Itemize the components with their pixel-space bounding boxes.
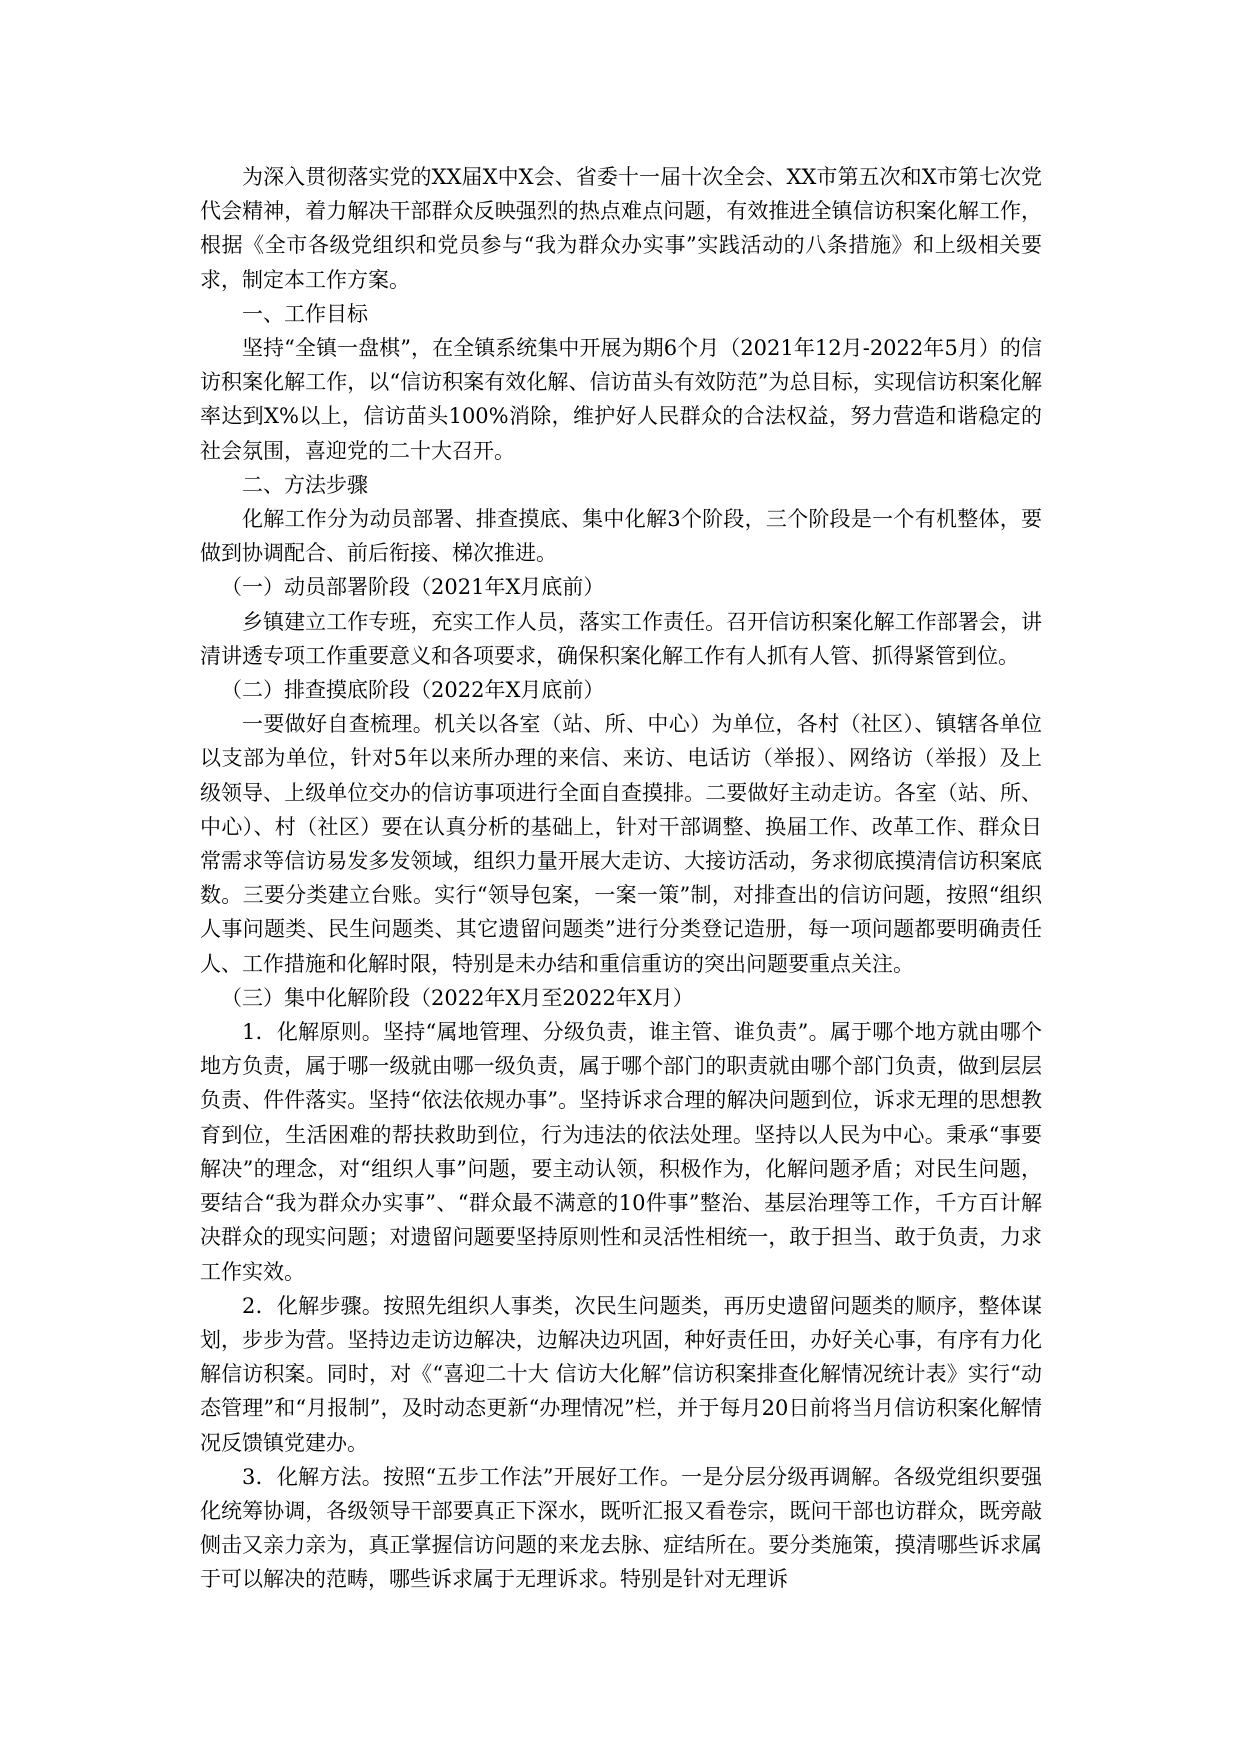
heading-mobilization-stage: （一）动员部署阶段（2021年X月底前） [221, 575, 605, 600]
paragraph-resolution-method: 3．化解方法。按照“五步工作法”开展好工作。一是分层分级再调解。各级党组织要强化统筹协调，各级领导干部要真正下深水，既听汇报又看卷宗，既问干部也访群众，既旁敲侧击又亲力亲为，真正掌握信访问题的来龙去脉、症结所在。要分类施策，摸清哪些诉求属于可以解决的范畴，哪些诉求属于无理诉求。特别是针对无理诉 [200, 1464, 1042, 1592]
document-page [200, 160, 1042, 1597]
paragraph-intro: 为深入贯彻落实党的XX届X中X会、省委十一届十次全会、XX市第五次和X市第七次党代会精神，着力解决干部群众反映强烈的热点难点问题，有效推进全镇信访积案化解工作，根据《全市各级党组织和党员参与“我为群众办实事”实践活动的八条措施》和上级相关要求，制定本工作方案。 [200, 165, 1042, 292]
paragraph-work-goal: 坚持“全镇一盘棋”，在全镇系统集中开展为期6个月（2021年12月-2022年5月）的信访积案化解工作，以“信访积案有效化解、信访苗头有效防范”为总目标，实现信访积案化解率达到X%以上，信访苗头100%消除，维护好人民群众的合法权益，努力营造和谐稳定的社会氛围，喜迎党的二十大召开。 [200, 336, 1042, 463]
heading-investigation-stage: （二）排查摸底阶段（2022年X月底前） [221, 678, 605, 703]
heading-work-goal: 一、工作目标 [242, 301, 368, 326]
heading-resolution-stage: （三）集中化解阶段（2022年X月至2022年X月） [221, 985, 694, 1010]
paragraph-resolution-steps: 2．化解步骤。按照先组织人事类，次民生问题类，再历史遗留问题类的顺序，整体谋划，步步为营。坚持边走访边解决，边解决边巩固，种好责任田，办好关心事，有序有力化解信访积案。同时，对《“喜迎二十大 信访大化解”信访积案排查化解情况统计表》实行“动态管理”和“月报制”，及时动态更新“办理情况”栏，并于每月20日前将当月信访积案化解情况反馈镇党建办。 [200, 1293, 1042, 1455]
paragraph-method-steps: 化解工作分为动员部署、排查摸底、集中化解3个阶段，三个阶段是一个有机整体，要做到协调配合、前后衔接、梯次推进。 [200, 507, 1042, 566]
paragraph-mobilization-stage: 乡镇建立工作专班，充实工作人员，落实工作责任。召开信访积案化解工作部署会，讲清讲透专项工作重要意义和各项要求，确保积案化解工作有人抓有人管、抓得紧管到位。 [200, 609, 1042, 668]
paragraph-investigation-stage: 一要做好自查梳理。机关以各室（站、所、中心）为单位，各村（社区）、镇辖各单位以支部为单位，针对5年以来所办理的来信、来访、电话访（举报）、网络访（举报）及上级领导、上级单位交办的信访事项进行全面自查摸排。二要做好主动走访。各室（站、所、中心）、村（社区）要在认真分析的基础上，针对干部调整、换届工作、改革工作、群众日常需求等信访易发多发领域，组织力量开展大走访、大接访活动，务求彻底摸清信访积案底数。三要分类建立台账。实行“领导包案，一案一策”制，对排查出的信访问题，按照“组织人事问题类、民生问题类、其它遗留问题类”进行分类登记造册，每一项问题都要明确责任人、工作措施和化解时限，特别是未办结和重信重访的突出问题要重点关注。 [200, 712, 1042, 976]
paragraph-resolution-principle: 1．化解原则。坚持“属地管理、分级负责，谁主管、谁负责”。属于哪个地方就由哪个地方负责，属于哪一级就由哪一级负责，属于哪个部门的职责就由哪个部门负责，做到层层负责、件件落实。坚持“依法依规办事”。坚持诉求合理的解决问题到位，诉求无理的思想教育到位，生活困难的帮扶救助到位，行为违法的依法处理。坚持以人民为中心。秉承“事要解决”的理念，对“组织人事”问题，要主动认领，积极作为，化解问题矛盾；对民生问题，要结合“我为群众办实事”、“群众最不满意的10件事”整治、基层治理等工作，千方百计解决群众的现实问题；对遗留问题要坚持原则性和灵活性相统一，敢于担当、敢于负责，力求工作实效。 [200, 1020, 1042, 1284]
heading-method-steps: 二、方法步骤 [242, 472, 368, 497]
